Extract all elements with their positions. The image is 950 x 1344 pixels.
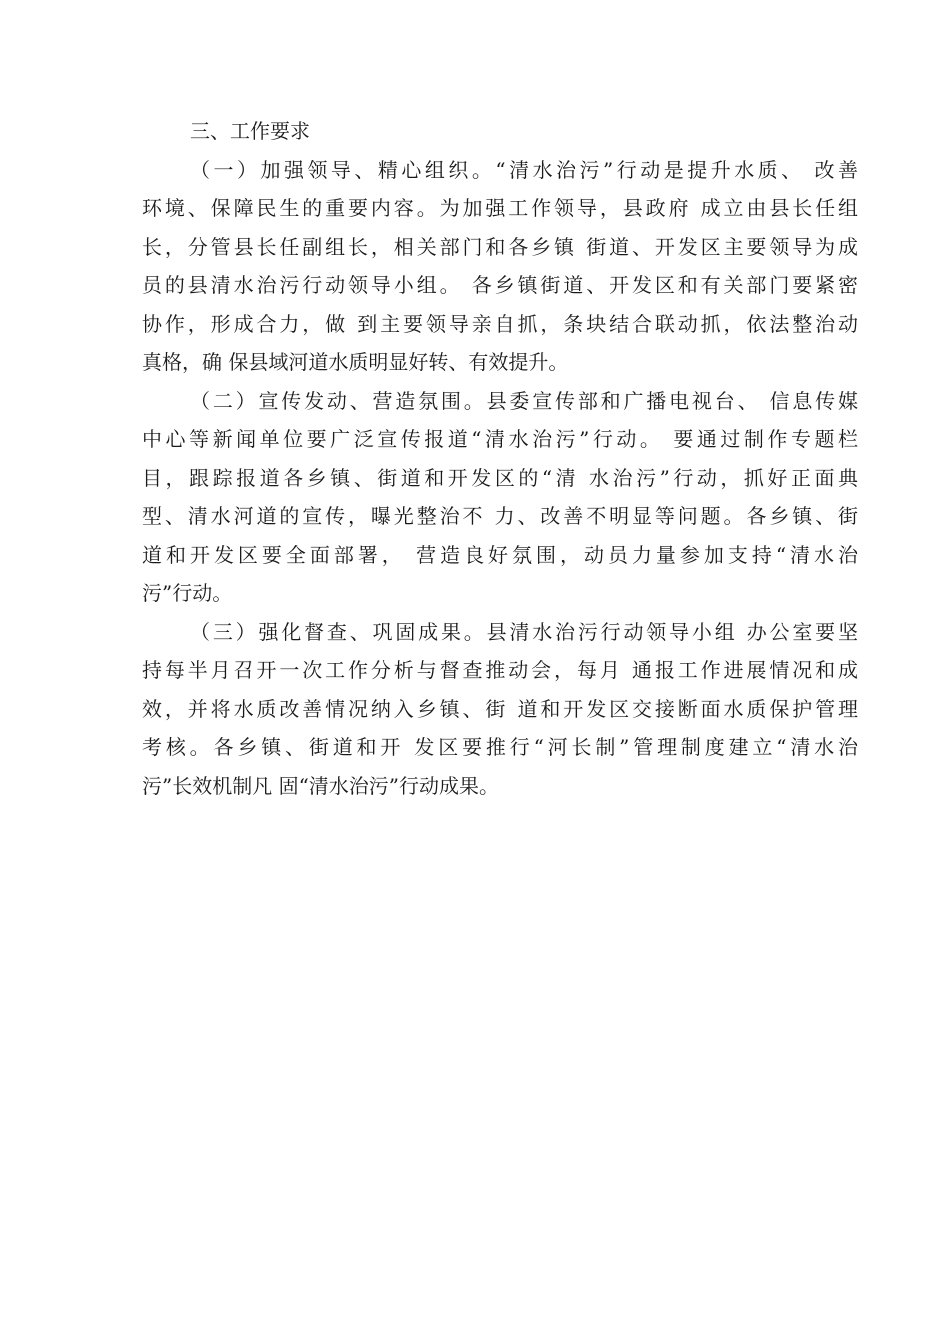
- paragraph-line: 真格，确 保县域河道水质明显好转、有效提升。: [142, 350, 569, 374]
- paragraph-line: 环境、保障民生的重要内容。为加强工作领导，县政府 成立由县长任组: [142, 196, 858, 220]
- document-body: [142, 112, 858, 805]
- section-heading: 三、工作要求: [190, 119, 310, 143]
- paragraph-line: 目，跟踪报道各乡镇、街道和开发区的“清 水治污”行动，抓好正面典: [142, 465, 858, 490]
- paragraph-line: 考核。各乡镇、街道和开 发区要推行“河长制”管理制度建立“清水治: [142, 735, 858, 759]
- paragraph-1: [142, 151, 858, 382]
- paragraph-line: 员的县清水治污行动领导小组。 各乡镇街道、开发区和有关部门要紧密: [142, 273, 858, 297]
- paragraph-2: [142, 382, 858, 613]
- paragraph-3: [142, 613, 858, 805]
- paragraph-line: （二）宣传发动、营造氛围。县委宣传部和广播电视台、 信息传媒: [190, 388, 858, 413]
- paragraph-line: 道和开发区要全面部署， 营造良好氛围，动员力量参加支持“清水治: [142, 542, 858, 567]
- paragraph-line: 长，分管县长任副组长，相关部门和各乡镇 街道、开发区主要领导为成: [142, 234, 858, 259]
- paragraph-line: （三）强化督查、巩固成果。县清水治污行动领导小组 办公室要坚: [190, 619, 858, 644]
- paragraph-line: 型、清水河道的宣传，曝光整治不 力、改善不明显等问题。各乡镇、街: [142, 504, 858, 528]
- paragraph-line: 协作，形成合力，做 到主要领导亲自抓，条块结合联动抓，依法整治动: [142, 311, 858, 336]
- paragraph-line: 效，并将水质改善情况纳入乡镇、街 道和开发区交接断面水质保护管理: [142, 696, 858, 721]
- paragraph-line: 持每半月召开一次工作分析与督查推动会，每月 通报工作进展情况和成: [142, 658, 858, 682]
- paragraph-line: 中心等新闻单位要广泛宣传报道“清水治污”行动。 要通过制作专题栏: [142, 427, 858, 451]
- paragraph-line: （一）加强领导、精心组织。“清水治污”行动是提升水质、 改善: [190, 157, 858, 182]
- paragraph-line: 污”长效机制凡 固“清水治污”行动成果。: [142, 773, 500, 798]
- paragraph-line: 污”行动。: [142, 581, 233, 605]
